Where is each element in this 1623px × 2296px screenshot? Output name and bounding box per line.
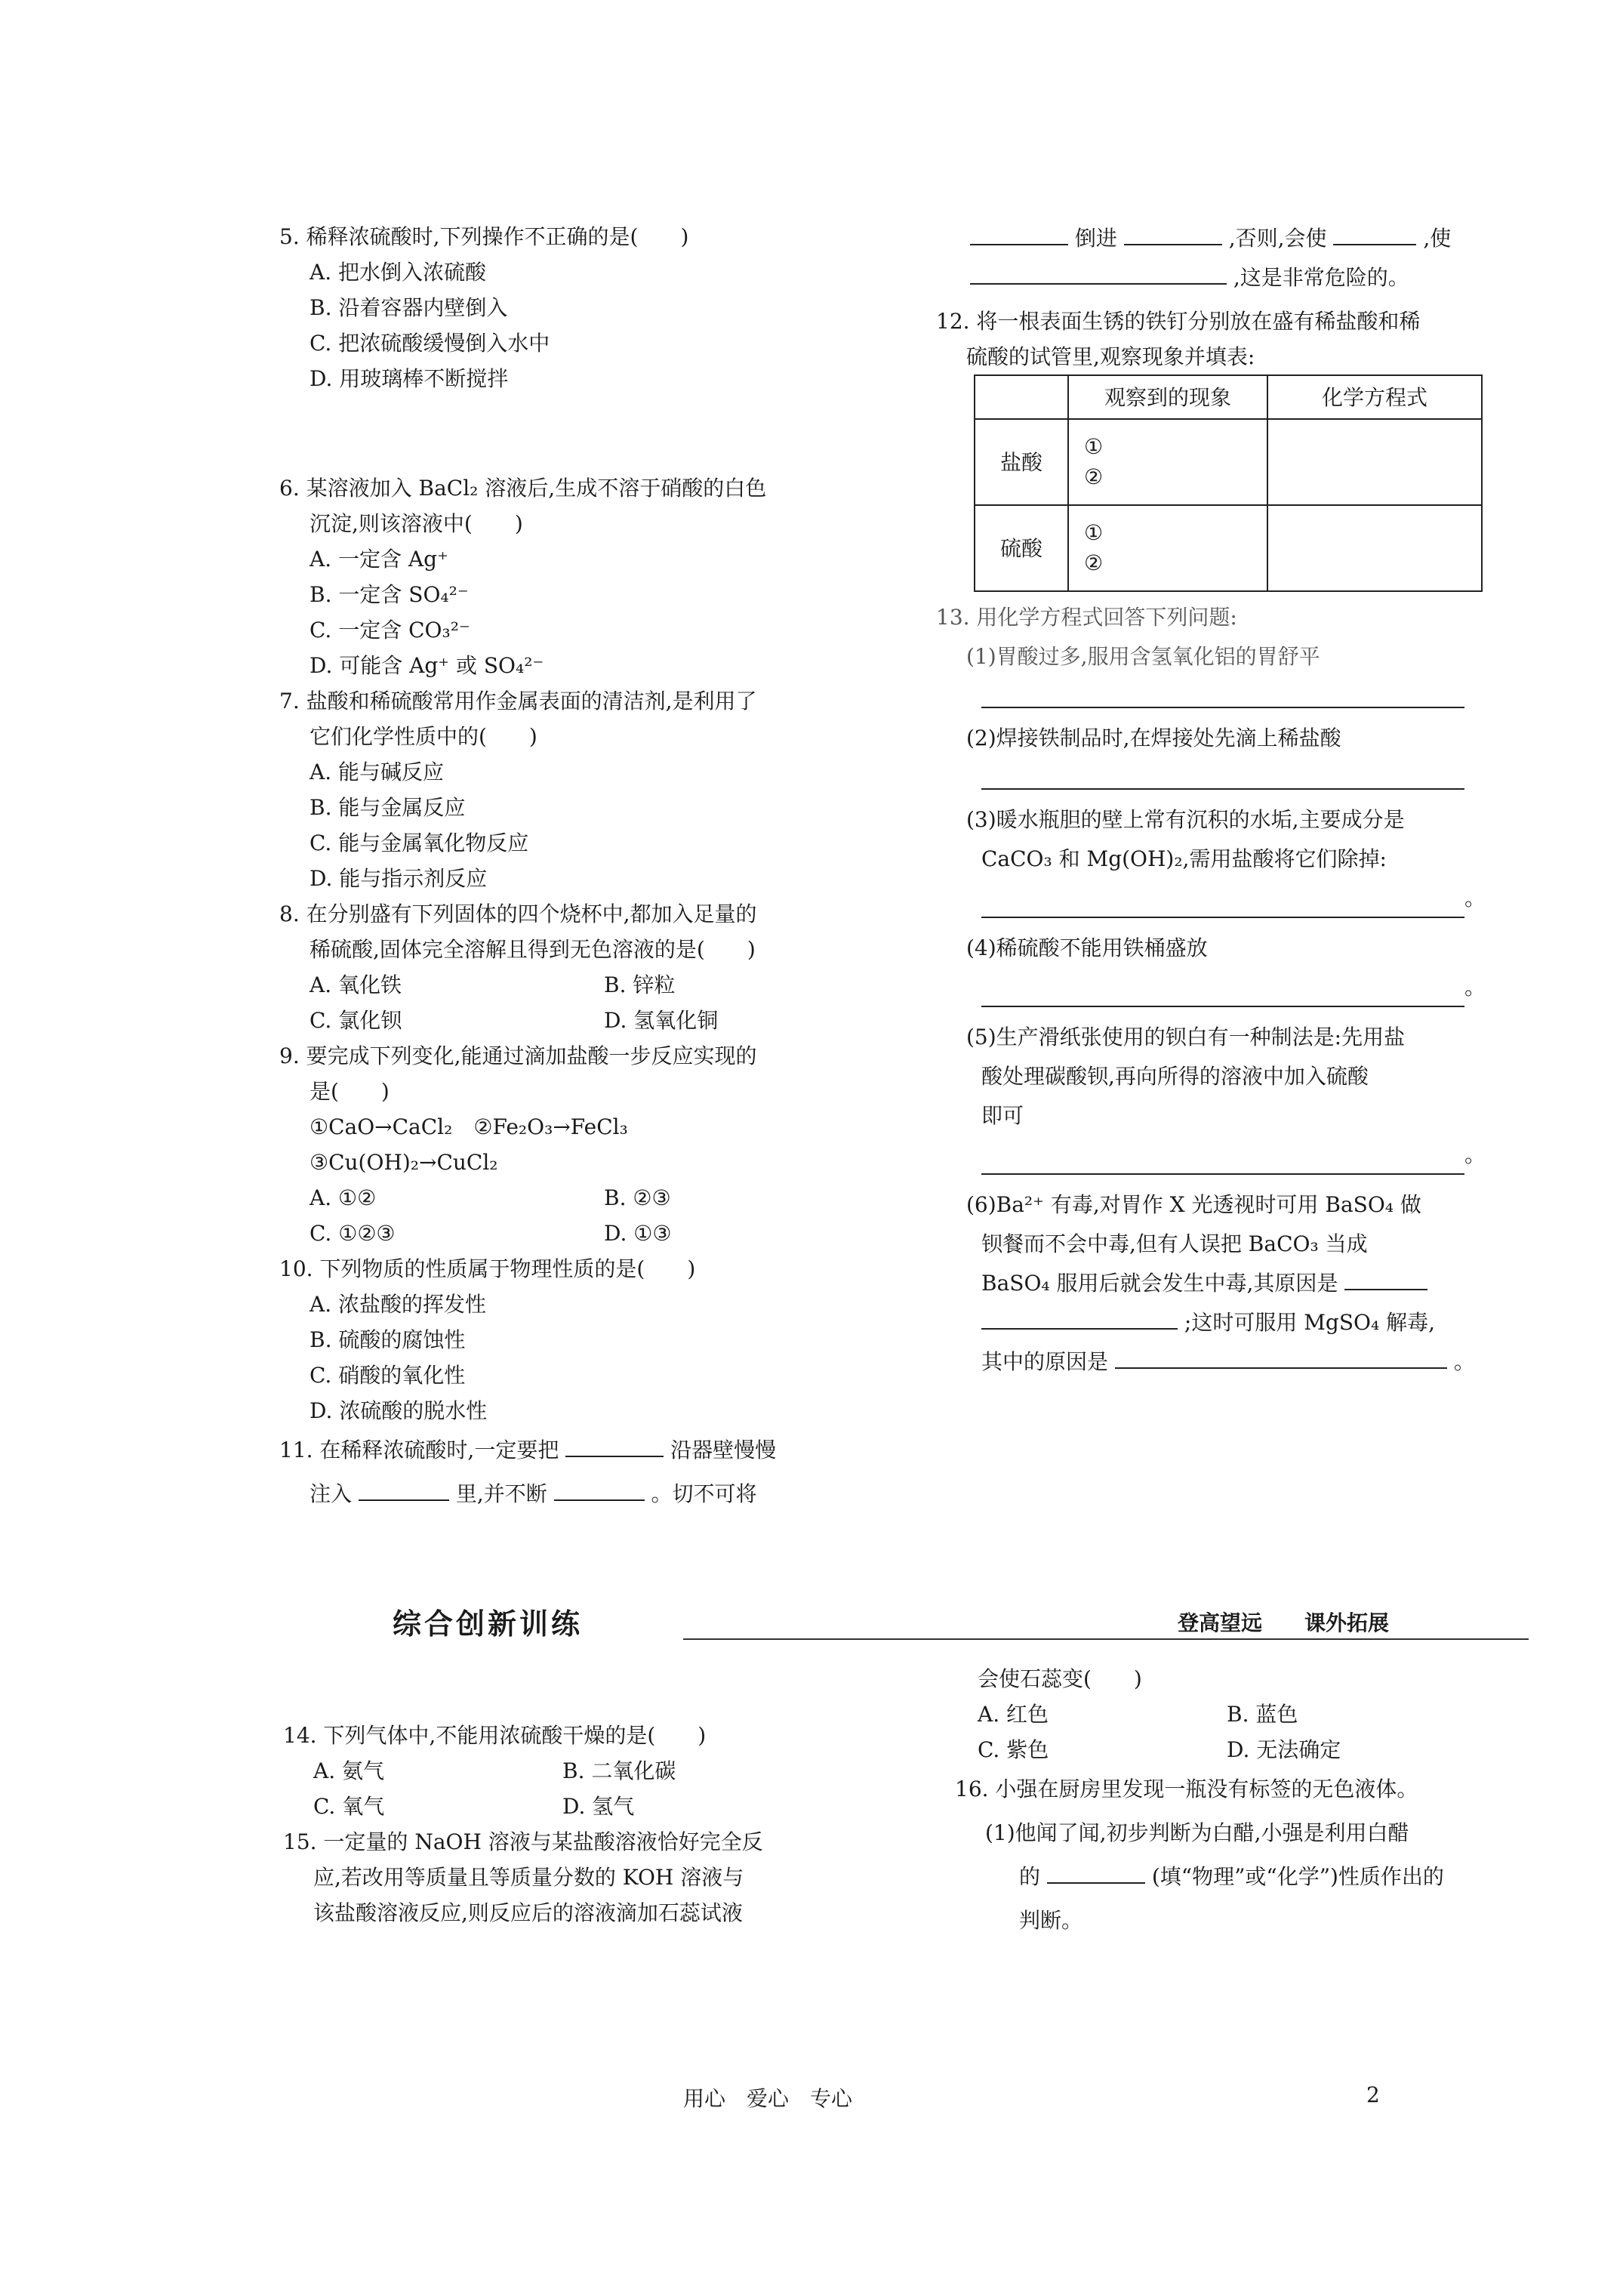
option-d: D. 可能含 Ag⁺ 或 SO₄²⁻ <box>310 653 544 678</box>
option-row <box>978 1697 1559 1732</box>
question-stem: 15. 一定量的 NaOH 溶液与某盐酸溶液恰好完全反 <box>283 1829 763 1854</box>
option-row <box>279 1216 898 1251</box>
text: ,这是非常危险的。 <box>1233 265 1409 290</box>
section-rule <box>683 1638 1529 1640</box>
sub-question-cont: 即可 <box>981 1103 1024 1128</box>
question-6 <box>279 470 898 683</box>
option-a: A. 红色 <box>978 1702 1049 1727</box>
sub-question: (5)生产滑纸张使用的钡白有一种制法是:先用盐 <box>966 1025 1406 1049</box>
question-stem: 8. 在分别盛有下列固体的四个烧杯中,都加入足量的 <box>279 901 757 926</box>
question-5 <box>279 219 898 396</box>
left-column <box>279 219 898 1516</box>
option-a: A. 浓盐酸的挥发性 <box>310 1292 487 1317</box>
bottom-left-column <box>283 1718 902 1931</box>
option-d: D. 无法确定 <box>1227 1737 1341 1762</box>
table-header: 观察到的现象 <box>1068 375 1267 419</box>
option-c: C. 一定含 CO₃²⁻ <box>310 618 470 643</box>
option-b: B. 二氧化碳 <box>562 1758 676 1783</box>
option-row <box>283 1753 902 1789</box>
option-d: D. 氢气 <box>562 1794 635 1819</box>
fill-blank[interactable] <box>1124 221 1222 245</box>
question-stem: 7. 盐酸和稀硫酸常用作金属表面的清洁剂,是利用了 <box>279 689 757 713</box>
answer-line[interactable] <box>981 676 1464 708</box>
page-number: 2 <box>1366 2082 1380 2107</box>
text: 。 <box>1453 1349 1475 1374</box>
option-a: A. 氧化铁 <box>310 972 402 997</box>
option-c: C. 氧气 <box>313 1794 385 1819</box>
question-11 <box>279 1428 898 1516</box>
question-stem-cont: 沉淀,则该溶液中( ) <box>310 511 523 536</box>
question-stem-cont: 硫酸的试管里,观察现象并填表: <box>966 344 1255 369</box>
sub-question-cont: 判断。 <box>1019 1908 1083 1933</box>
sub-question: (3)暖水瓶胆的壁上常有沉积的水垢,主要成分是 <box>966 807 1405 832</box>
answer-line[interactable] <box>981 1143 1464 1175</box>
question-stem-cont: 会使石蕊变( ) <box>978 1666 1142 1691</box>
question-stem: 13. 用化学方程式回答下列问题: <box>936 605 1237 630</box>
option-b: B. 硫酸的腐蚀性 <box>310 1327 466 1352</box>
right-column <box>936 219 1555 1382</box>
bottom-right-column <box>955 1661 1559 1943</box>
table-cell[interactable] <box>1068 419 1267 505</box>
answer-line[interactable] <box>981 758 1464 790</box>
option-a: A. 把水倒入浓硫酸 <box>310 260 487 285</box>
section-subtitle: 登高望远 课外拓展 <box>1178 1610 1390 1635</box>
sub-question: (4)稀硫酸不能用铁桶盛放 <box>966 935 1208 960</box>
table-row-label: 盐酸 <box>975 419 1068 505</box>
question-stem: 12. 将一根表面生锈的铁钉分别放在盛有稀盐酸和稀 <box>936 309 1421 334</box>
text: (填“物理”或“化学”)性质作出的 <box>1151 1864 1444 1889</box>
question-stem-cont: 它们化学性质中的( ) <box>310 724 537 749</box>
question-15 <box>283 1824 902 1931</box>
question-10 <box>279 1251 898 1428</box>
fill-blank[interactable] <box>554 1477 645 1501</box>
option-a: A. 能与碱反应 <box>310 760 445 784</box>
text: ,否则,会使 <box>1228 226 1327 251</box>
reaction-line: ③Cu(OH)₂→CuCl₂ <box>310 1150 498 1175</box>
section-title: 综合创新训练 <box>393 1607 584 1641</box>
question-stem-cont: 是( ) <box>310 1079 390 1104</box>
option-row <box>279 1180 898 1216</box>
question-stem-cont: 应,若改用等质量且等质量分数的 KOH 溶液与 <box>313 1865 744 1890</box>
fill-blank[interactable] <box>359 1477 449 1501</box>
option-b: B. 一定含 SO₄²⁻ <box>310 582 469 607</box>
table-cell[interactable] <box>1068 505 1267 591</box>
text: 。 <box>1464 886 1486 911</box>
table-cell[interactable] <box>1267 419 1482 505</box>
sub-question: (6)Ba²⁺ 有毒,对胃作 X 光透视时可用 BaSO₄ 做 <box>966 1192 1421 1217</box>
question-stem: 5. 稀释浓硫酸时,下列操作不正确的是( ) <box>279 224 689 249</box>
text: 注入 <box>310 1481 353 1506</box>
sub-question-cont: 酸处理碳酸钡,再向所得的溶液中加入硫酸 <box>981 1064 1369 1089</box>
text: 。 <box>1464 1142 1486 1167</box>
text: ;这时可服用 MgSO₄ 解毒, <box>1184 1310 1435 1335</box>
option-a: A. ①② <box>310 1185 377 1210</box>
table-cell[interactable] <box>1267 505 1482 591</box>
fill-blank[interactable] <box>1333 221 1416 245</box>
text: 里,并不断 <box>455 1481 547 1506</box>
option-d: D. 氢氧化铜 <box>604 1008 719 1033</box>
option-b: B. 能与金属反应 <box>310 795 466 820</box>
option-c: C. 氯化钡 <box>310 1008 402 1033</box>
option-b: B. 锌粒 <box>604 972 676 997</box>
text: 倒进 <box>1074 226 1117 251</box>
answer-line[interactable] <box>981 886 1464 918</box>
sub-question-cont: 钡餐而不会中毒,但有人误把 BaCO₃ 当成 <box>981 1231 1368 1256</box>
fill-blank[interactable] <box>970 260 1227 285</box>
text: ② <box>1084 550 1104 575</box>
question-stem: 16. 小强在厨房里发现一瓶没有标签的无色液体。 <box>955 1777 1418 1801</box>
option-c: C. 硝酸的氧化性 <box>310 1363 466 1388</box>
fill-blank[interactable] <box>970 221 1068 245</box>
question-8 <box>279 896 898 1038</box>
option-b: B. 沿着容器内壁倒入 <box>310 295 508 320</box>
text: 沿器壁慢慢 <box>670 1438 777 1462</box>
option-d: D. 能与指示剂反应 <box>310 866 488 891</box>
answer-line[interactable] <box>981 975 1464 1007</box>
question-stem-cont: 稀硫酸,固体完全溶解且得到无色溶液的是( ) <box>310 937 756 962</box>
sub-question: (1)胃酸过多,服用含氢氧化铝的胃舒平 <box>966 644 1320 669</box>
question-15-cont <box>955 1661 1559 1767</box>
option-b: B. 蓝色 <box>1227 1702 1298 1727</box>
text: BaSO₄ 服用后就会发生中毒,其原因是 <box>981 1271 1338 1296</box>
footer-motto: 用心 爱心 专心 <box>683 2086 853 2111</box>
question-stem: 14. 下列气体中,不能用浓硫酸干燥的是( ) <box>283 1723 707 1748</box>
sub-question-cont: CaCO₃ 和 Mg(OH)₂,需用盐酸将它们除掉: <box>981 846 1387 871</box>
sub-question: (1)他闻了闻,初步判断为白醋,小强是利用白醋 <box>985 1820 1409 1845</box>
question-stem: 9. 要完成下列变化,能通过滴加盐酸一步反应实现的 <box>279 1043 757 1068</box>
option-c: C. 能与金属氧化物反应 <box>310 831 529 855</box>
text: 的 <box>1019 1864 1041 1889</box>
text: 。切不可将 <box>651 1481 757 1506</box>
option-a: A. 一定含 Ag⁺ <box>310 547 448 572</box>
option-a: A. 氨气 <box>313 1758 385 1783</box>
text: ② <box>1084 464 1104 489</box>
option-row <box>978 1732 1559 1767</box>
table-corner <box>975 375 1068 419</box>
option-d: D. 用玻璃棒不断搅拌 <box>310 366 509 391</box>
option-row <box>279 967 898 1003</box>
fill-blank[interactable] <box>1344 1266 1427 1290</box>
fill-blank[interactable] <box>981 1305 1178 1330</box>
fill-blank[interactable] <box>1047 1860 1145 1884</box>
option-c: C. 把浓硫酸缓慢倒入水中 <box>310 331 550 356</box>
question-13 <box>936 598 1555 1382</box>
option-row <box>279 1003 898 1038</box>
option-d: D. ①③ <box>604 1221 672 1246</box>
text: ① <box>1084 520 1104 545</box>
table-row-label: 硫酸 <box>975 505 1068 591</box>
text: ,使 <box>1423 226 1452 251</box>
option-c: C. ①②③ <box>310 1221 396 1246</box>
text: 11. 在稀释浓硫酸时,一定要把 <box>279 1438 559 1462</box>
text: ① <box>1084 434 1104 459</box>
question-11-cont <box>936 219 1555 297</box>
question-12 <box>936 304 1555 592</box>
question-14 <box>283 1718 902 1824</box>
option-d: D. 浓硫酸的脱水性 <box>310 1398 488 1423</box>
reaction-line: ①CaO→CaCl₂ ②Fe₂O₃→FeCl₃ <box>310 1114 628 1139</box>
fill-blank[interactable] <box>1115 1345 1447 1369</box>
sub-question: (2)焊接铁制品时,在焊接处先滴上稀盐酸 <box>966 726 1341 750</box>
option-b: B. ②③ <box>604 1185 671 1210</box>
fill-blank[interactable] <box>565 1433 664 1457</box>
table-header: 化学方程式 <box>1267 375 1482 419</box>
observation-table <box>974 374 1483 592</box>
question-7 <box>279 683 898 896</box>
text: 其中的原因是 <box>981 1349 1109 1374</box>
question-stem: 6. 某溶液加入 BaCl₂ 溶液后,生成不溶于硝酸的白色 <box>279 476 767 501</box>
question-stem: 10. 下列物质的性质属于物理性质的是( ) <box>279 1256 696 1281</box>
question-9 <box>279 1038 898 1251</box>
question-stem-cont: 该盐酸溶液反应,则反应后的溶液滴加石蕊试液 <box>313 1900 743 1925</box>
option-c: C. 紫色 <box>978 1737 1049 1762</box>
text: 。 <box>1464 975 1486 1000</box>
question-16 <box>955 1767 1559 1943</box>
option-row <box>283 1789 902 1824</box>
